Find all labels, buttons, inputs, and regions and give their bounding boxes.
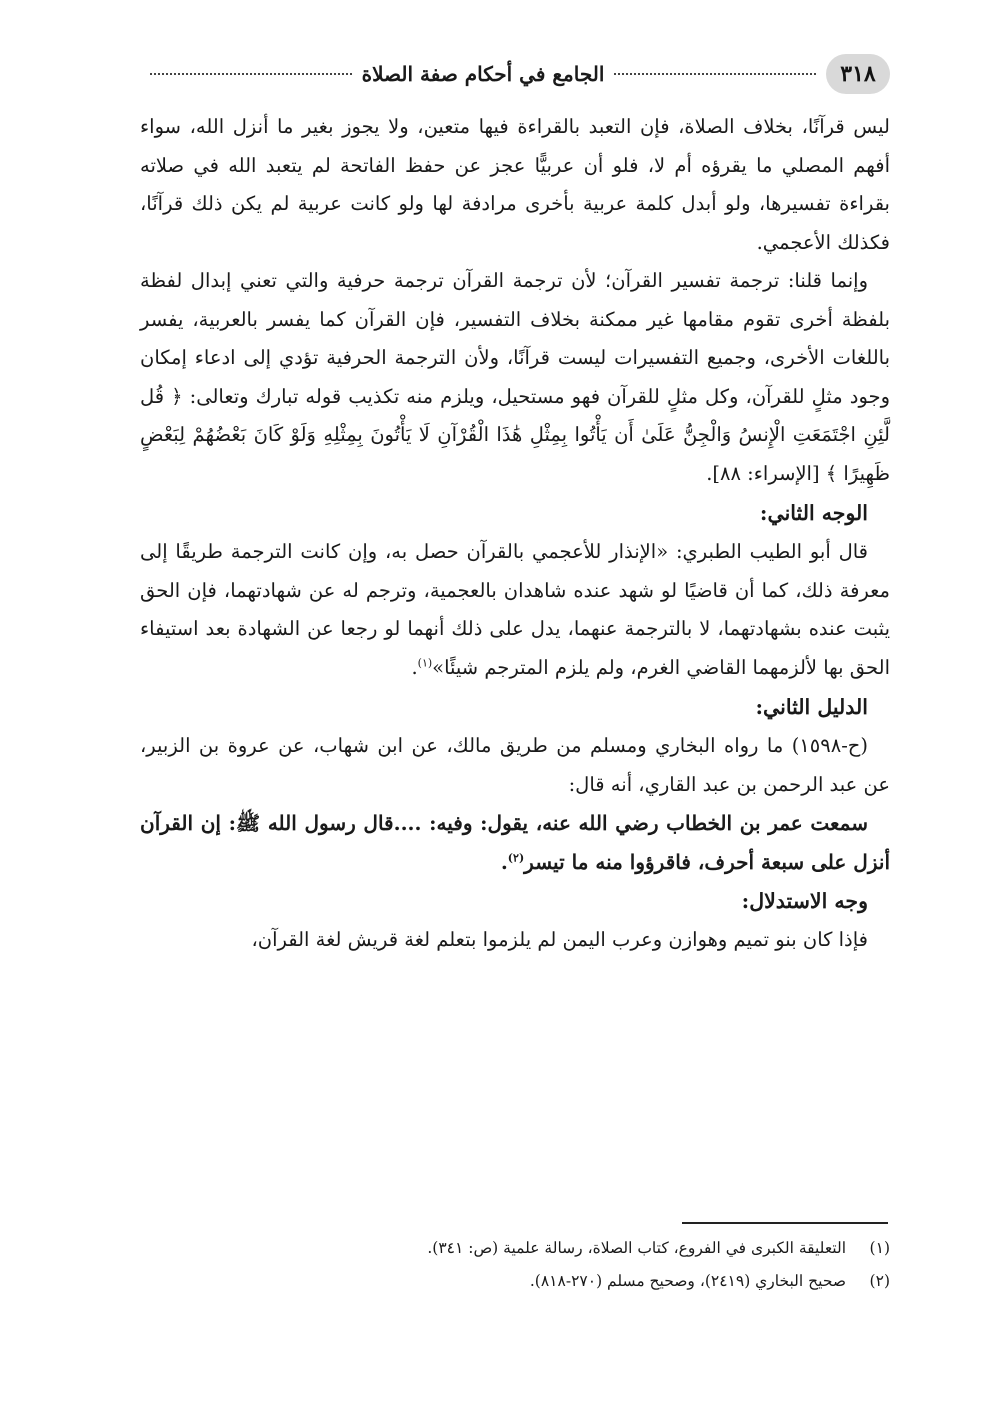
running-title: الجامع في أحكام صفة الصلاة xyxy=(361,62,605,86)
paragraph-1: ليس قرآنًا، بخلاف الصلاة، فإن التعبد بالقراءة فيها متعين، ولا يجوز بغير ما أنزل الله، سواء أفهم المصلي ما يقرؤه أم لا، فلو أن عربيًّا عجز عن حفظ الفاتحة لم يتعبد الله في صلاته بقراءة تفسيرها، ولو أبدل كلمة عربية بأخرى مرادفة لها ولو كانت عربية لم يكن ذلك قرآنًا، فكذلك الأعجمي. xyxy=(140,115,890,254)
section-heading-inference: وجه الاستدلال: xyxy=(741,889,868,913)
footnote-2-text: صحيح البخاري (٢٤١٩)، وصحيح مسلم (٢٧٠-٨١٨). xyxy=(529,1272,846,1290)
footnote-1-number: (١) xyxy=(869,1239,890,1257)
section-heading-second-evidence: الدليل الثاني: xyxy=(755,695,868,719)
hadith-text xyxy=(140,804,890,881)
hadith-end: . xyxy=(500,849,508,874)
paragraph-3 xyxy=(140,533,890,687)
section-heading-second-aspect: الوجه الثاني: xyxy=(759,501,868,525)
footnote-ref-1[interactable]: (١) xyxy=(417,656,433,669)
paragraph-4: (ح-١٥٩٨) ما رواه البخاري ومسلم من طريق مالك، عن ابن شهاب، عن عروة بن الزبير، عن عبد الرحمن بن عبد القاري، أنه قال: xyxy=(140,734,890,796)
header-dotted-rule-right xyxy=(614,73,816,75)
header-dotted-rule-left xyxy=(150,73,352,75)
paragraph-6: فإذا كان بنو تميم وهوازن وعرب اليمن لم يلزموا بتعلم لغة قريش لغة القرآن، xyxy=(251,928,868,951)
footnote-1 xyxy=(140,1232,890,1265)
paragraph-3-end: . xyxy=(411,655,418,679)
hadith-body: سمعت عمر بن الخطاب رضي الله عنه، يقول: وفيه: ....قال رسول الله ﷺ: إن القرآن أنزل على سبعة أحرف، فاقرؤوا منه ما تيسر xyxy=(140,811,890,874)
footnotes xyxy=(140,1232,890,1298)
footnote-separator xyxy=(682,1222,888,1224)
main-text xyxy=(140,108,890,960)
page-header xyxy=(140,52,890,96)
footnote-ref-2[interactable]: (٢) xyxy=(507,850,525,864)
footnote-2 xyxy=(140,1265,890,1298)
paragraph-3-text: قال أبو الطيب الطبري: «الإنذار للأعجمي بالقرآن حصل به، وإن كانت الترجمة طريقًا إلى معرفة ذلك، كما أن قاضيًا لو شهد عنده شاهدان بالعجمية، وترجم له عن شهادتهما، فإن الحق يثبت عنده بشهادتهما، لا بالترجمة عنهما، يدل على ذلك أنهما لو رجعا عن الشهادة بعد استيفاء الحق بها لألزمهما القاضي الغرم، ولم يلزم المترجم شيئًا» xyxy=(140,540,890,679)
paragraph-2 xyxy=(140,262,890,493)
paragraph-2-text: وإنما قلنا: ترجمة تفسير القرآن؛ لأن ترجمة القرآن ترجمة حرفية والتي تعني إبدال لفظة بلفظة أخرى تقوم مقامها غير ممكنة بخلاف التفسير، فإن القرآن كما يفسر بالعربية، يفسر باللغات الأخرى، وجميع التفسيرات ليست قرآنًا، ولأن الترجمة الحرفية تؤدي إلى ادعاء إمكان وجود مثلٍ للقرآن، وكل مثلٍ للقرآن فهو مستحيل، ويلزم منه تكذيب قوله تبارك وتعالى: xyxy=(140,269,890,408)
page-number: ٣١٨ xyxy=(826,54,890,94)
footnote-1-text: التعليقة الكبرى في الفروع، كتاب الصلاة، رسالة علمية (ص: ٣٤١). xyxy=(427,1239,846,1257)
footnote-2-number: (٢) xyxy=(869,1272,890,1290)
verse-reference: [الإسراء: ٨٨]. xyxy=(706,461,826,485)
quran-verse: ﴿ قُل لَّئِنِ اجْتَمَعَتِ الْإِنسُ وَالْجِنُّ عَلَىٰ أَن يَأْتُوا بِمِثْلِ هَٰذَا الْقُرْآنِ لَا يَأْتُونَ بِمِثْلِهِ وَلَوْ كَانَ بَعْضُهُمْ لِبَعْضٍ ظَهِيرًا ﴾ xyxy=(140,384,890,485)
